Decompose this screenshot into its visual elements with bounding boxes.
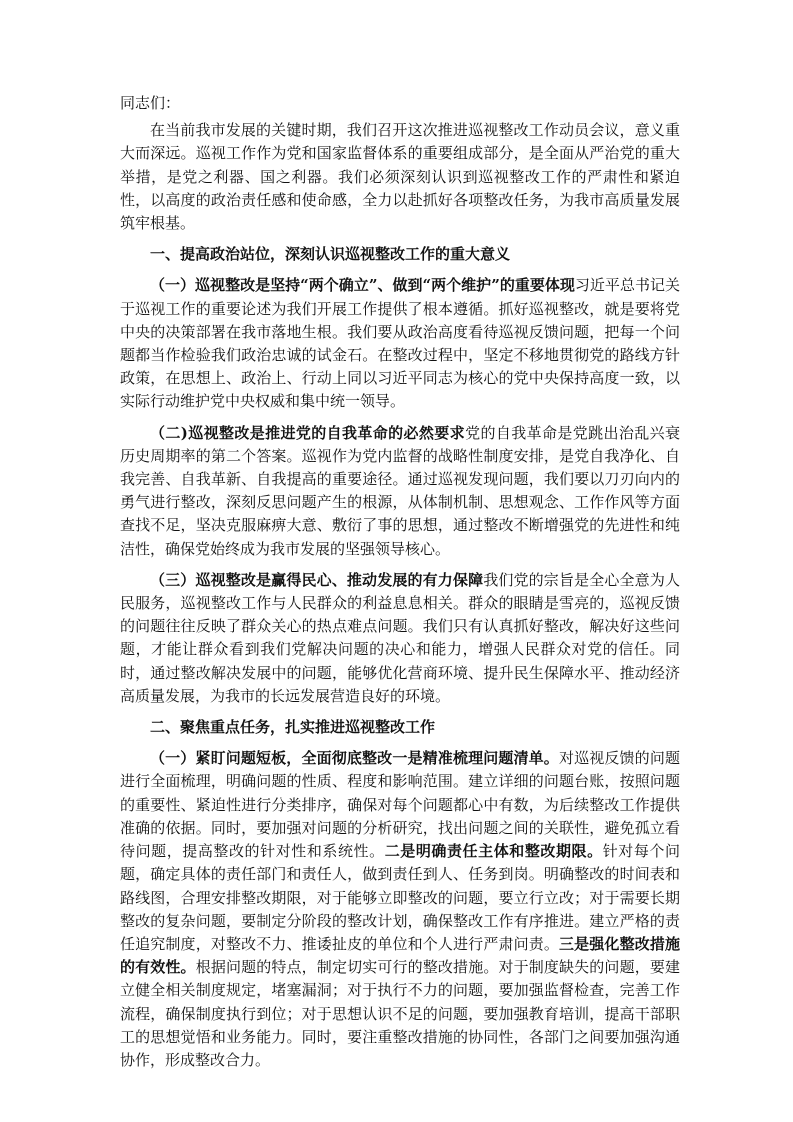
point-3-text: 根据问题的特点，制定切实可行的整改措施。对于制度缺失的问题，要建立健全相关制度规定，堵塞漏洞；对于执行不力的问题，要加强监督检查，完善工作流程，确保制度执行到位；对于思想认识不足的问题，要加强教育培训，提高干部职工的思想觉悟和业务能力。同时，要注重整改措施的协同性，各部门之间要加强沟通协作，形成整改合力。 <box>120 958 680 1069</box>
paragraph-body: 我们党的宗旨是全心全意为人民服务，巡视整改工作与人民群众的利益息息相关。群众的眼睛是雪亮的，巡视反馈的问题往往反映了群众关心的热点难点问题。我们只有认真抓好整改，解决好这些问题，才能让群众看到我们党解决问题的决心和能力，增强人民群众对党的信任。同时，通过整改解决发展中的问题，能够优化营商环境、提升民生保障水平、推动经济高质量发展，为我市的长远发展营造良好的环境。 <box>120 570 680 705</box>
paragraph-lead: （三）巡视整改是赢得民心、推动发展的有力保障 <box>150 570 484 589</box>
paragraph-lead: （一）紧盯问题短板，全面彻底整改 <box>150 749 393 768</box>
section-1-paragraph-1 <box>120 274 680 413</box>
paragraph-body: 党的自我革命是党跳出治乱兴衰历史周期率的第二个答案。巡视作为党内监督的战略性制度安排，是党自我净化、自我完善、自我革新、自我提高的重要途径。通过巡视发现问题，我们要以刀刃向内的勇气进行整改，深刻反思问题产生的根源，从体制机制、思想观念、工作作风等方面查找不足，坚决克服麻痹大意、敷衍了事的思想，通过整改不断增强党的先进性和纯洁性，确保党始终成为我市发展的坚强领导核心。 <box>120 423 680 558</box>
paragraph-lead: （二)巡视整改是推进党的自我革命的必然要求 <box>150 423 466 442</box>
point-1-text: 对巡视反馈的问题进行全面梳理，明确问题的性质、程度和影响范围。建立详细的问题台账，按照问题的重要性、紧迫性进行分类排序，确保对每个问题都心中有数，为后续整改工作提供准确的依据。同时，要加强对问题的分析研究，找出问题之间的关联性，避免孤立看待问题，提高整改的针对性和系统性。 <box>120 749 680 861</box>
salutation: 同志们： <box>120 94 181 112</box>
paragraph-lead: （一）巡视整改是坚持“两个确立”、做到“两个维护”的重要体现 <box>150 276 575 295</box>
intro-paragraph: 在当前我市发展的关键时期，我们召开这次推进巡视整改工作动员会议，意义重大而深远。巡视工作作为党和国家监督体系的重要组成部分，是全面从严治党的重大举措，是党之利器、国之利器。我们必须深刻认识到巡视整改工作的严肃性和紧迫性，以高度的政治责任感和使命感，全力以赴抓好各项整改任务，为我市高质量发展筑牢根基。 <box>120 121 680 233</box>
section-1-paragraph-2 <box>120 422 680 561</box>
point-2-title: 二是明确责任主体和整改期限。 <box>384 842 603 861</box>
paragraph-body: 习近平总书记关于巡视工作的重要论述为我们开展工作提供了根本遵循。抓好巡视整改，就是要将党中央的决策部署在我市落地生根。我们要从政治高度看待巡视反馈问题，把每一个问题都当作检验我们政治忠诚的试金石。在整改过程中，坚定不移地贯彻党的路线方针政策，在思想上、政治上、行动上同以习近平同志为核心的党中央保持高度一致，以实际行动维护党中央权威和集中统一领导。 <box>120 276 680 411</box>
section-2-paragraph-1 <box>120 747 680 1072</box>
point-3-title: 三是强化整改措施的有效性。 <box>120 934 680 977</box>
section-1-heading: 一、提高政治站位，深刻认识巡视整改工作的重大意义 <box>150 245 511 264</box>
section-1-paragraph-3 <box>120 569 680 708</box>
point-2-text: 针对每个问题，确定具体的责任部门和责任人，做到责任到人、任务到岗。明确整改的时间表和路线图，合理安排整改期限，对于能够立即整改的问题，要立行立改；对于需要长期整改的复杂问题，要制定分阶段的整改计划，确保整改工作有序推进。建立严格的责任追究制度，对整改不力、推诿扯皮的单位和个人进行严肃问责。 <box>120 842 680 953</box>
point-1-title: 一是精准梳理问题清单。 <box>392 749 559 768</box>
section-2-heading: 二、聚焦重点任务，扎实推进巡视整改工作 <box>150 718 436 737</box>
document-body <box>120 92 680 1072</box>
